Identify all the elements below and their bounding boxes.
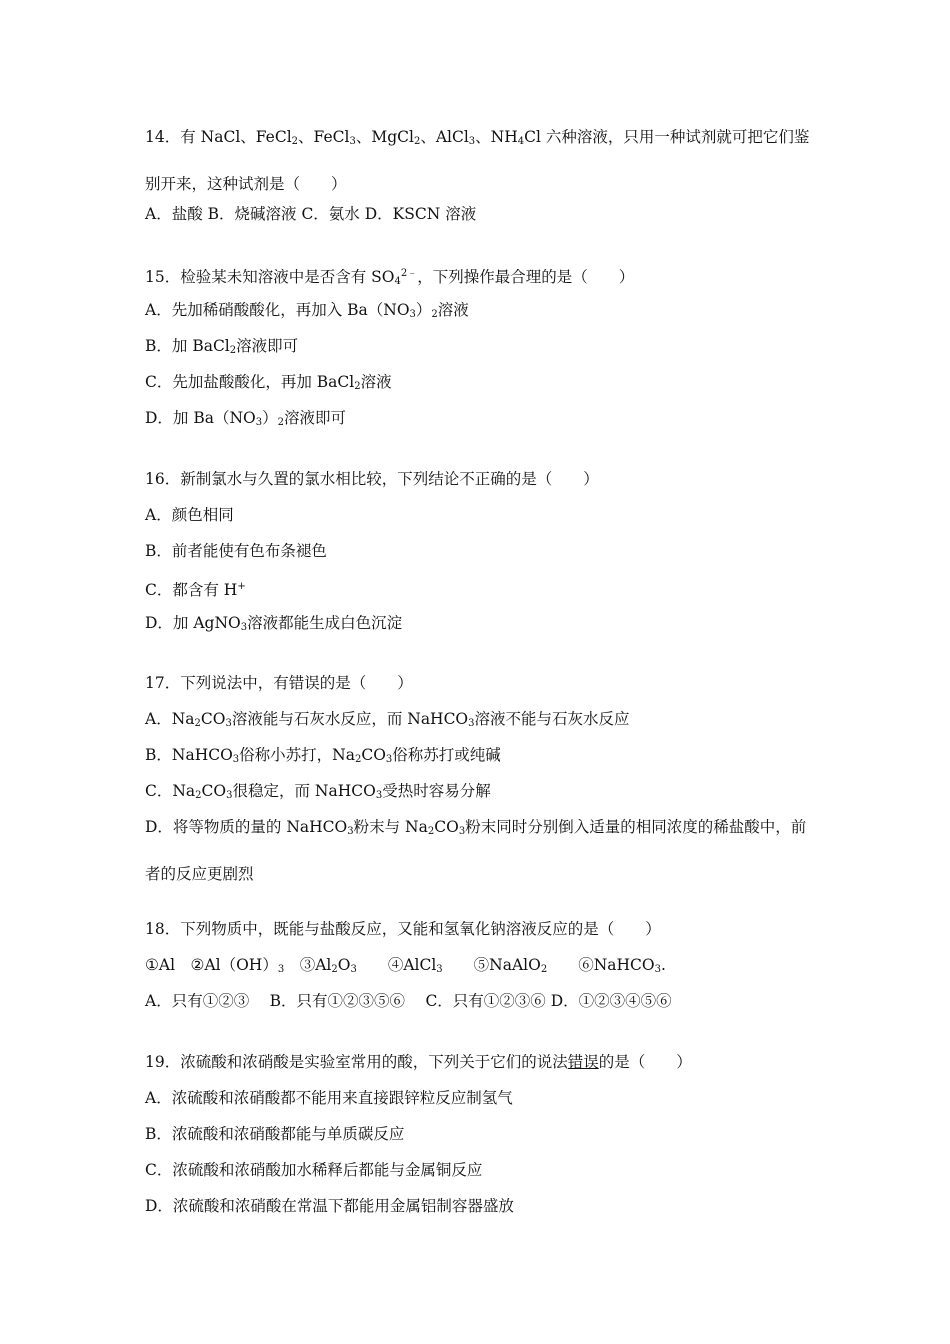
question-19-option-c: C．浓硫酸和浓硝酸加水稀释后都能与金属铜反应 [145, 1161, 483, 1179]
question-17-option-a: A．$Na_2CO_3$溶液能与石灰水反应，而 NaHCO$_3$溶液不能与石灰水反应 [145, 710, 630, 729]
question-16-stem: 16．新制氯水与久置的氯水相比较，下列结论不正确的是（ ） [145, 470, 599, 488]
question-16-option-b: B．前者能使有色布条褪色 [145, 542, 327, 560]
question-15-option-c: C．先加盐酸酸化，再加 BaCl$_2$溶液 [145, 373, 392, 392]
question-14-stem: 14．有 NaCl、FeCl$_2$、FeCl$_3$、MgCl$_2$、AlCl$_3$、$NH_4Cl$ 六种溶液，只用一种试剂就可把它们鉴别开来，这种试剂是（ ） [145, 128, 810, 193]
question-16-option-d: D．加 AgNO$_3$溶液都能生成白色沉淀 [145, 614, 403, 633]
question-15-option-b: B．加 BaCl$_2$溶液即可 [145, 337, 299, 356]
question-16-option-a: A．颜色相同 [145, 506, 234, 524]
question-17-option-b: B．NaHCO$_3$俗称小苏打，$Na_2CO_3$俗称苏打或纯碱 [145, 746, 501, 765]
question-15-option-a: A．先加稀硝酸酸化，再加入 $Ba(NO_3)_2$溶液 [145, 301, 469, 320]
question-15-stem: 15．检验某未知溶液中是否含有 $SO_4^{2﹣}$，下列操作最合理的是（ ） [145, 268, 635, 287]
question-17-stem: 17．下列说法中，有错误的是（ ） [145, 674, 413, 692]
question-17-option-c: C．$Na_2CO_3$很稳定，而 NaHCO$_3$受热时容易分解 [145, 782, 491, 801]
question-19-stem: 19．浓硫酸和浓硝酸是实验室常用的酸，下列关于它们的说法错误的是（ ） [145, 1053, 692, 1071]
question-19-option-b: B．浓硫酸和浓硝酸都能与单质碳反应 [145, 1125, 405, 1143]
question-18-stem: 18．下列物质中，既能与盐酸反应，又能和氢氧化钠溶液反应的是（ ） [145, 920, 661, 938]
question-14-options: A．盐酸 B．烧碱溶液 C．氨水 D．KSCN 溶液 [145, 205, 477, 223]
question-16-option-c: C．都含有 H+ [145, 581, 246, 599]
question-18-substance-list: ①Al $②Al(OH)_3$ $③Al_2O_3$ ④AlCl$_3$ ⑤NaAlO$_2$ ⑥NaHCO$_3$. [145, 956, 666, 975]
question-15-option-d: D．加 $Ba(NO_3)_2$溶液即可 [145, 409, 347, 428]
emphasis-underline: 错误 [567, 1053, 599, 1071]
question-18-options: A．只有①②③ B．只有①②③⑤⑥ C．只有①②③⑥ D．①②③④⑤⑥ [145, 992, 672, 1010]
question-19-option-d: D．浓硫酸和浓硝酸在常温下都能用金属铝制容器盛放 [145, 1197, 514, 1215]
question-17-option-d: D．将等物质的量的 NaHCO$_3$粉末与 $Na_2CO_3$粉末同时分别倒入适量的相同浓度的稀盐酸中，前者的反应更剧烈 [145, 818, 807, 883]
question-19-option-a: A．浓硫酸和浓硝酸都不能用来直接跟锌粒反应制氢气 [145, 1089, 513, 1107]
